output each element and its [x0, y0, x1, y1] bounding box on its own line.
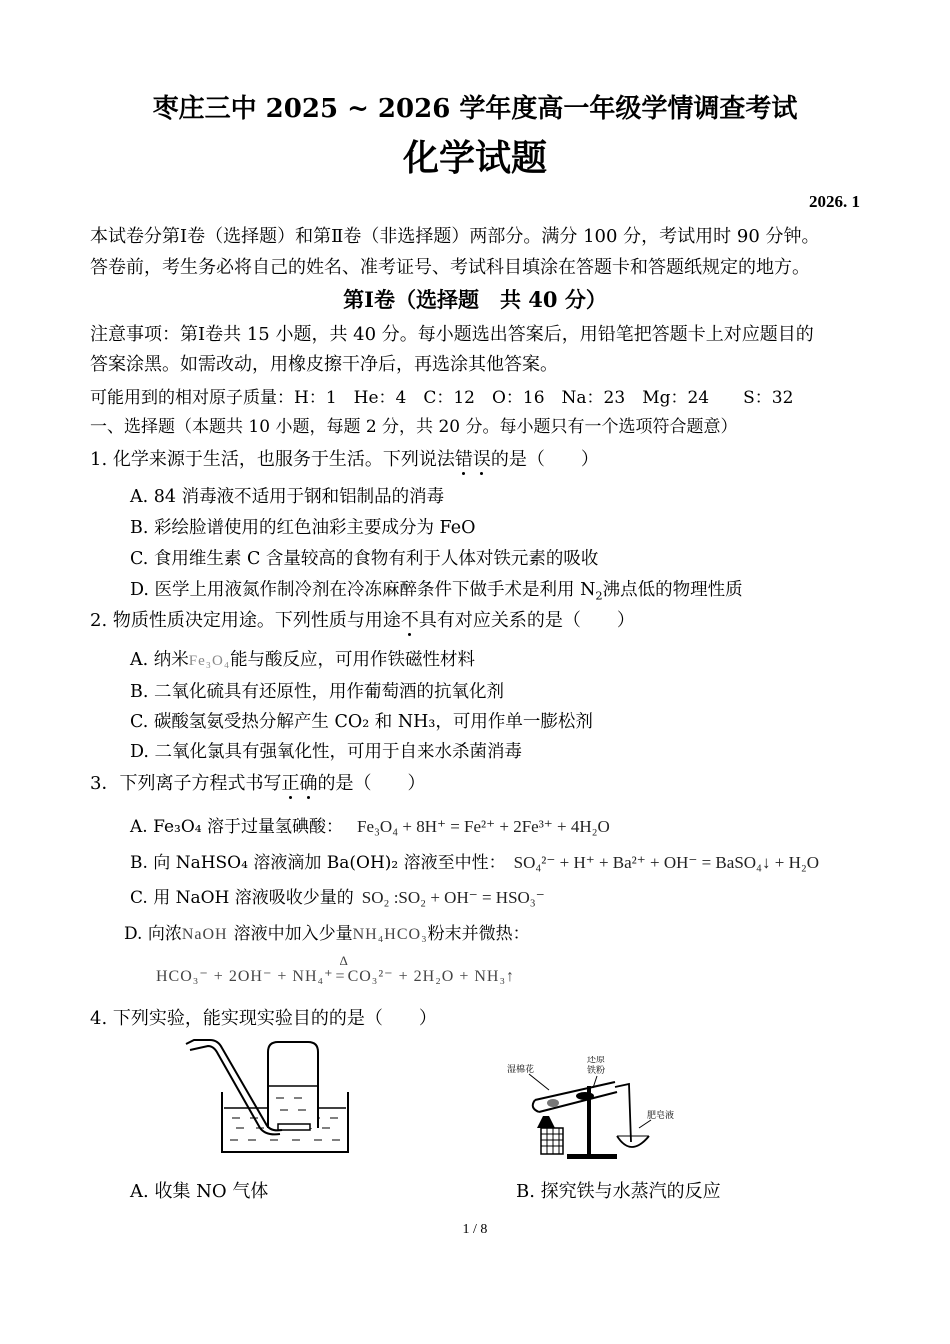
question-2-stem: 2. 物质性质决定用途。下列性质与用途不具有对应关系的是（ ）	[90, 610, 635, 631]
question-3-stem: 3．下列离子方程式书写正确的是（ ）	[90, 773, 426, 794]
q2-option-d: D. 二氧化氯具有强氧化性，可用于自来水杀菌消毒	[130, 742, 523, 762]
notice-line-1: 注意事项：第Ⅰ卷共 15 小题，共 40 分。每小题选出答案后，用铅笔把答题卡上对应题目的	[90, 324, 814, 345]
q3-option-c: C. 用 NaOH 溶液吸收少量的 SO₂ :SO₂ + OH⁻ = HSO₃⁻	[130, 888, 545, 908]
equation-a: Fe₃O₄ + 8H⁺ = Fe²⁺ + 2Fe³⁺ + 4H₂O	[356, 817, 610, 836]
q2-option-b: B. 二氧化硫具有还原性，用作葡萄酒的抗氧化剂	[130, 682, 504, 702]
label-soap-solution: 肥皂液	[647, 1111, 675, 1121]
exam-title: 枣庄三中 2025 ~ 2026 学年度高一年级学情调查考试	[152, 94, 798, 124]
exam-date: 2026. 1	[809, 192, 860, 211]
q1-option-a: A. 84 消毒液不适用于钢和铝制品的消毒	[130, 487, 445, 507]
q1-option-d: D. 医学上用液氮作制冷剂在冷冻麻醉条件下做手术是利用 $N_2$沸点低的物理性质	[130, 580, 743, 603]
label-iron-powder-1: 还原	[587, 1056, 606, 1065]
q3-option-b: B. 向 NaHSO₄ 溶液滴加 Ba(OH)₂ 溶液至中性： SO₄²⁻ + H⁺ + Ba²⁺ + OH⁻ = BaSO₄↓ + H₂O	[130, 853, 820, 873]
part-title: 一、选择题（本题共 10 小题，每题 2 分，共 20 分。每小题只有一个选项符合题意）	[90, 417, 738, 437]
q1-option-c: C. 食用维生素 C 含量较高的食物有利于人体对铁元素的吸收	[130, 549, 599, 569]
equation-c: SO₂ :SO₂ + OH⁻ = HSO₃⁻	[361, 888, 545, 907]
q2-option-a: A. 纳米Fe₃O₄能与酸反应，可用作铁磁性材料	[130, 650, 476, 670]
iron-steam-apparatus	[505, 1056, 695, 1162]
q2-option-c: C. 碳酸氢氨受热分解产生 CO₂ 和 NH₃，可用作单一膨松剂	[130, 712, 593, 732]
emphasis-mark: 确	[299, 773, 318, 794]
subject-title: 化学试题	[402, 137, 547, 179]
intro-line-1: 本试卷分第Ⅰ卷（选择题）和第Ⅱ卷（非选择题）两部分。满分 100 分，考试用时 90 分钟。	[90, 226, 820, 247]
no-collection-apparatus	[180, 1036, 360, 1158]
q4-caption-b: B. 探究铁与水蒸汽的反应	[516, 1181, 721, 1202]
notice-line-2: 答案涂黑。如需改动，用橡皮擦干净后，再选涂其他答案。	[90, 354, 558, 375]
equation-d: HCO₃⁻ + 2OH⁻ + NH₄⁺ Δ = CO₃²⁻ + 2H₂O + NH₃↑	[156, 953, 516, 985]
q3-option-a: A. Fe₃O₄ 溶于过量氢碘酸： Fe₃O₄ + 8H⁺ = Fe²⁺ + 2Fe³⁺ + 4H₂O	[130, 817, 610, 837]
question-1-stem: 1. 化学来源于生活，也服务于生活。下列说法错误的是（ ）	[90, 449, 599, 470]
label-wet-cotton: 湿棉花	[507, 1065, 535, 1075]
question-4-stem: 4. 下列实验，能实现实验目的的是（ ）	[90, 1008, 437, 1029]
equation-b: SO₄²⁻ + H⁺ + Ba²⁺ + OH⁻ = BaSO₄↓ + H₂O	[513, 853, 820, 872]
page-number: 1 / 8	[462, 1222, 488, 1237]
intro-line-2: 答卷前，考生务必将自己的姓名、准考证号、考试科目填涂在答题卡和答题纸规定的地方。	[90, 257, 810, 278]
emphasis-mark: 不	[400, 610, 419, 631]
q3-option-d: D. 向浓NaOH 溶液中加入少量NH₄HCO₃粉末并微热：	[124, 924, 530, 944]
q1-option-b: B. 彩绘脸谱使用的红色油彩主要成分为 FeO	[130, 518, 476, 538]
atomic-masses: 可能用到的相对原子质量：H：1 He：4 C：12 O：16 Na：23 Mg：24 S：32	[90, 388, 794, 408]
label-iron-powder-2: 铁粉	[587, 1066, 606, 1076]
emphasis-mark: 误	[472, 449, 491, 470]
emphasis-mark: 错	[454, 449, 473, 470]
delta-sign: Δ	[339, 953, 349, 968]
section-title: 第Ⅰ卷（选择题 共 40 分）	[343, 287, 607, 312]
emphasis-mark: 正	[281, 773, 300, 794]
q4-caption-a: A. 收集 NO 气体	[130, 1181, 269, 1202]
